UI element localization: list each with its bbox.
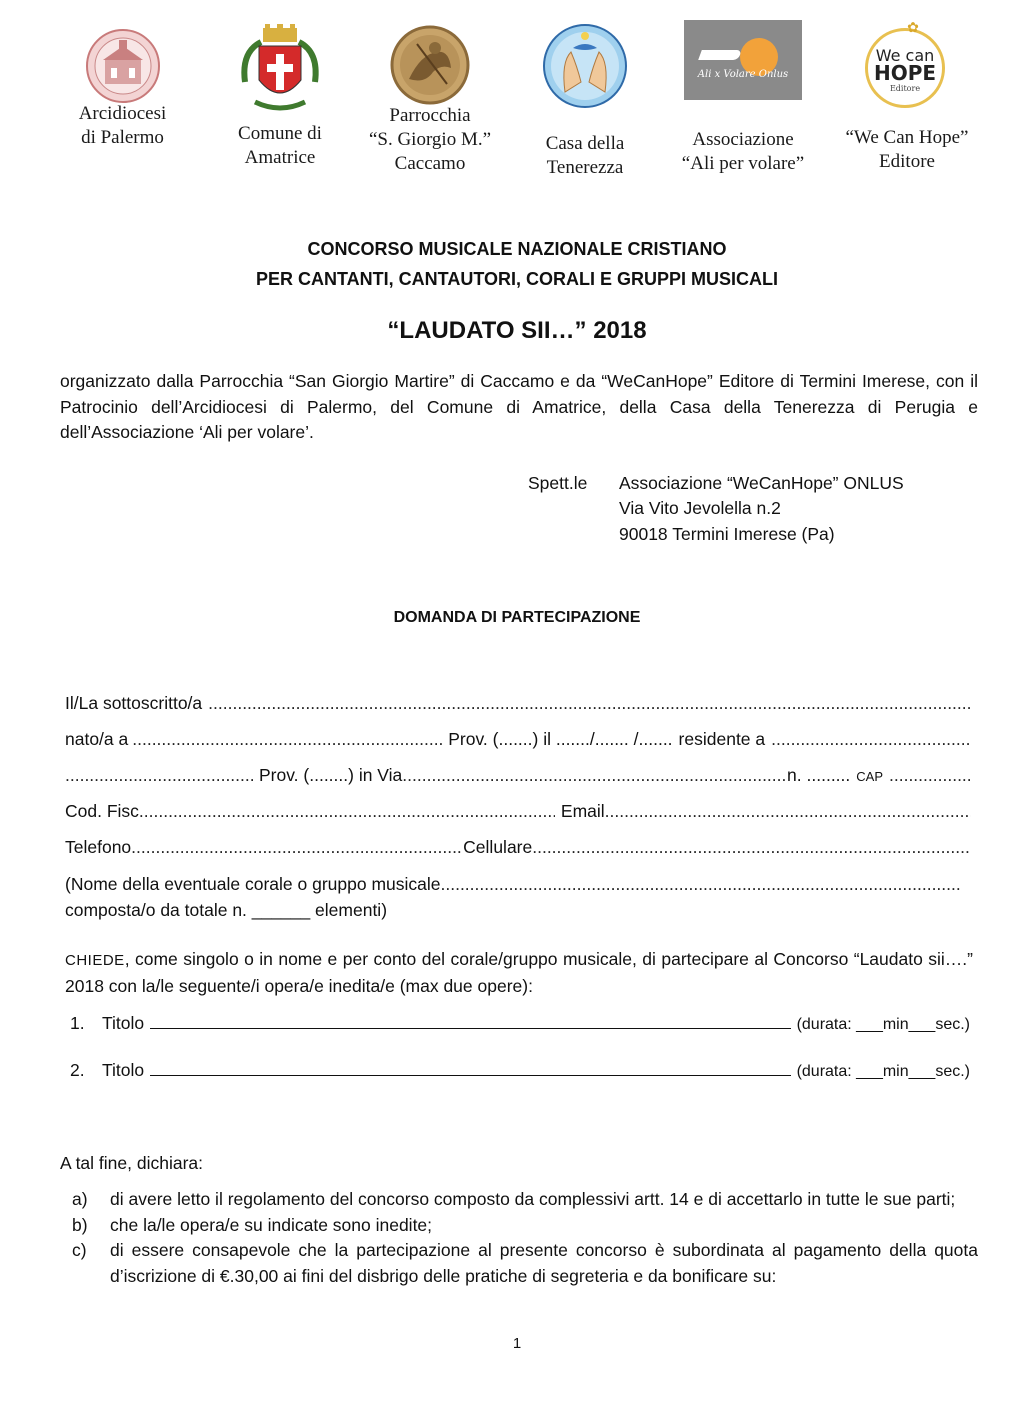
logo-caption-line: “Ali per volare”: [681, 153, 805, 174]
numero-label: n. .........: [787, 765, 851, 785]
associazione-logo-block: [672, 20, 814, 176]
logo-caption-line: Arcidiocesi: [78, 103, 167, 124]
corale-field[interactable]: [441, 871, 962, 897]
chiede-keyword: CHIEDE: [65, 952, 125, 969]
prov-via-label: Prov. (........) in Via: [259, 765, 403, 785]
list-item-text: che la/le opera/e su indicate sono inedite;: [110, 1214, 433, 1235]
form-row-nascita: [65, 726, 971, 752]
via-field[interactable]: [402, 762, 787, 788]
logo-caption-line: Caccamo: [394, 153, 466, 174]
logo-caption-line: Casa della: [545, 133, 625, 154]
parrocchia-logo-block: [362, 24, 498, 176]
casa-logo-block: [530, 22, 640, 180]
residente-field[interactable]: [771, 726, 971, 752]
arcidiocesi-seal-icon: [75, 28, 171, 104]
address-line-2: Via Vito Jevolella n.2: [619, 498, 781, 518]
casa-hands-dove-icon: [541, 22, 629, 110]
codfisc-label: Cod. Fisc: [65, 801, 139, 821]
opera-row-2: [70, 1057, 970, 1083]
form-row-corale: [65, 871, 961, 897]
telefono-label: Telefono: [65, 837, 132, 857]
opera-number: 2.: [70, 1060, 85, 1080]
comune-logo-block: [224, 22, 336, 170]
opera-durata-label: (durata: ___min___sec.): [796, 1016, 970, 1033]
sottoscritto-field[interactable]: [208, 690, 971, 716]
contest-heading-line-2: PER CANTANTI, CANTAUTORI, CORALI E GRUPPI MUSICALI: [256, 269, 778, 289]
wecanhope-logo-icon: ✿ We can HOPE Editore: [865, 20, 949, 104]
address-prefix: Spett.le: [528, 473, 588, 493]
form-title: DOMANDA DI PARTECIPAZIONE: [393, 609, 641, 626]
list-marker: c): [72, 1240, 87, 1260]
form-row-sottoscritto: [65, 690, 971, 716]
nato-field[interactable]: [132, 726, 444, 752]
cellulare-label: Cellulare: [463, 837, 533, 857]
address-line-3: 90018 Termini Imerese (Pa): [619, 524, 835, 544]
wecanhope-logo-text-2: HOPE: [873, 61, 937, 85]
logo-bar: [0, 0, 1034, 200]
list-item: [72, 1238, 978, 1289]
contest-title: “LAUDATO SII…” 2018: [387, 317, 647, 344]
logo-caption-line: Associazione: [692, 129, 794, 150]
list-item-text: di avere letto il regolamento del concorso composto da complessivi artt. 14 e di accettarlo in tutte le sue parti;: [110, 1189, 956, 1209]
contest-heading-line-1: CONCORSO MUSICALE NAZIONALE CRISTIANO: [307, 239, 727, 259]
list-item: [72, 1187, 978, 1213]
form-row-composta: [65, 897, 971, 923]
opera-row-1: [70, 1010, 970, 1036]
nato-label: nato/a a: [65, 729, 129, 749]
list-marker: a): [72, 1189, 88, 1209]
logo-caption-line: Amatrice: [244, 147, 316, 168]
cap-label: CAP: [856, 769, 883, 784]
form-row-telefono: [65, 834, 971, 860]
email-label: Email: [560, 801, 605, 821]
citta-field[interactable]: [65, 762, 253, 788]
associazione-logo-text: Ali x Volare Onlus: [697, 69, 789, 80]
chiede-text: , come singolo o in nome e per conto del corale/gruppo musicale, di partecipare al Concorso “Laudato sii….” 2018 con la/le seguente/i opera/e inedita/e (max due opere):: [65, 949, 973, 996]
composta-label: composta/o da totale n. ______ elementi): [65, 900, 388, 920]
form-row-codfisc: [65, 798, 971, 824]
cap-field[interactable]: [889, 762, 971, 788]
arcidiocesi-logo-block: [60, 28, 185, 150]
wecanhope-logo-text-3: Editore: [889, 84, 921, 93]
page-number: 1: [512, 1335, 522, 1352]
residente-label: residente a: [678, 729, 766, 749]
address-line-1: Associazione “WeCanHope” ONLUS: [619, 473, 904, 493]
list-item: [72, 1213, 978, 1239]
logo-caption-line: Parrocchia: [389, 105, 471, 126]
codfisc-field[interactable]: [139, 798, 555, 824]
cellulare-field[interactable]: [532, 834, 971, 860]
opera-durata-label: (durata: ___min___sec.): [796, 1063, 970, 1080]
logo-caption-line: Tenerezza: [546, 157, 624, 178]
wecanhope-logo-block: [832, 20, 982, 174]
sottoscritto-label: Il/La sottoscritto/a: [65, 693, 203, 713]
email-field[interactable]: [605, 798, 971, 824]
wecanhope-logo-text-1: We can: [875, 46, 935, 65]
logo-caption-line: Editore: [879, 151, 935, 172]
intro-paragraph: organizzato dalla Parrocchia “San Giorgio Martire” di Caccamo e da “WeCanHope” Editore di Termini Imerese, con il Patrocinio dell’Arcidiocesi di Palermo, del Comune di Amatrice, della Casa della Tenerezza di Perugia e dell’Associazione ‘Ali per volare’.: [60, 371, 978, 442]
form-row-indirizzo: [65, 762, 971, 788]
prov-date-label: Prov. (.......) il ......./....... /.......: [448, 729, 673, 749]
comune-coat-of-arms-icon: [235, 22, 325, 122]
opera-title-field-2[interactable]: [150, 1059, 790, 1076]
logo-caption-line: Comune di: [238, 123, 322, 144]
opera-title-label: Titolo: [102, 1013, 145, 1033]
chiede-paragraph: [65, 947, 973, 999]
opera-title-label: Titolo: [102, 1060, 145, 1080]
dichiara-list: [72, 1187, 978, 1289]
associazione-logo-icon: [684, 20, 802, 100]
dichiara-intro: A tal fine, dichiara:: [60, 1153, 203, 1173]
logo-caption-line: “S. Giorgio M.”: [368, 129, 492, 150]
corale-label: (Nome della eventuale corale o gruppo musicale: [65, 874, 441, 894]
logo-caption-line: “We Can Hope”: [845, 127, 969, 148]
list-item-text: di essere consapevole che la partecipazione al presente concorso è subordinata al pagamento della quota d’iscrizione di €.30,00 ai fini del disbrigo delle pratiche di segreteria e da bonificare su:: [110, 1240, 978, 1286]
telefono-field[interactable]: [131, 834, 463, 860]
logo-caption-line: di Palermo: [81, 127, 164, 148]
opera-number: 1.: [70, 1013, 85, 1033]
list-marker: b): [72, 1214, 88, 1235]
parrocchia-medallion-icon: [387, 24, 473, 106]
opera-title-field-1[interactable]: [150, 1012, 790, 1029]
